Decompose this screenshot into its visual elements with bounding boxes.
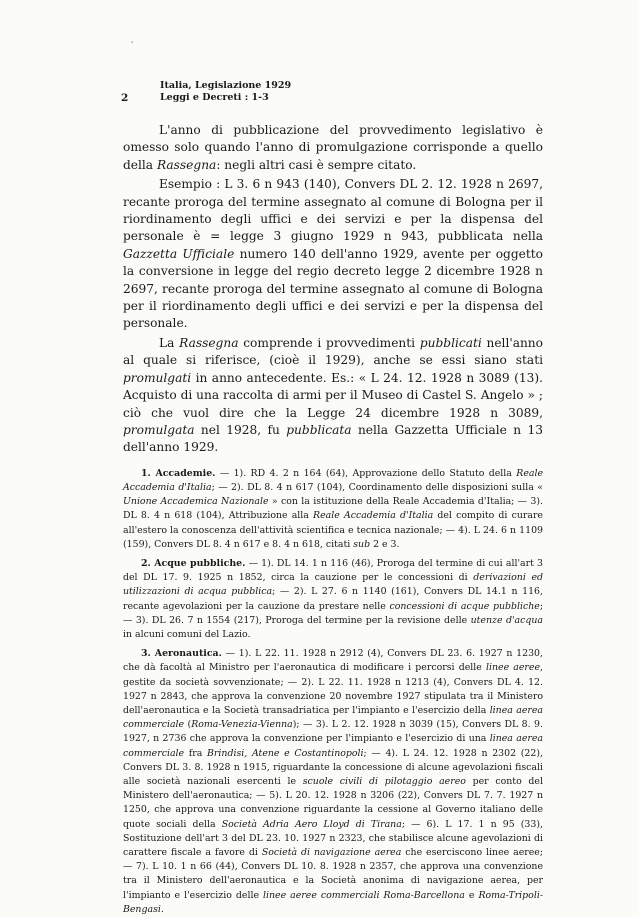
section-aeronautica: 3. Aeronautica. — 1). L 22. 11. 1928 n 2912 (4), Convers DL 23. 6. 1927 n 1230, che dà facoltà al Ministro per l'aeronautica di modificare i percorsi delle linee aeree, gestite da società sovvenzionate; — 2). L 22. 11. 1928 n 1213 (4), Convers DL 4. 12. 1927 n 2843, che approva la convenzione 20 novembre 1927 stipulata tra il Ministero dell'aeronautica e la Società transadriatica per l'impianto e l'esercizio della linea aerea commerciale (Roma-Venezia-Vienna); — 3). L 2. 12. 1928 n 3039 (15), Convers DL 8. 9. 1927, n 2736 che approva la convenzione per l'impianto e l'esercizio di una linea aerea commerciale fra Brindisi, Atene e Costantinopoli; — 4). L 24. 12. 1928 n 2302 (22), Convers DL 3. 8. 1928 n 1915, riguardante la concessione di alcune agevolazioni fiscali alle società nazionali esercenti le scuole civili di pilotaggio aereo per conto del Ministero dell'aeronautica; — 5). L 20. 12. 1928 n 3206 (22), Convers DL 7. 7. 1927 n 1250, che approva una convenzione riguardante la cessione al Governo italiano delle quote sociali della Società Adria Aero Lloyd di Tirana; — 6). L 17. 1 n 95 (33), Sostituzione dell'art 3 del DL 23. 10. 1927 n 2323, che stabilisce alcune agevolazioni di carattere fiscale a favore di Società di navigazione aerea che eserciscono linee aeree; — 7). L 10. 1 n 66 (44), Convers DL 10. 8. 1928 n 2357, che approva una convenzione tra il Ministero dell'aeronautica e la Società anonima di navigazione aerea, per l'impianto e l'esercizio delle linee aeree commerciali Roma-Barcellona e Roma-Tripoli-Bengasi. (123, 648, 544, 915)
section-heading: 1. Accademie. (141, 467, 216, 479)
running-header-title: Italia, Legislazione 1929 (160, 80, 292, 91)
page-number: 2 (121, 92, 129, 104)
intro-paragraph-1: L'anno di pubblicazione del provvedimento legislativo è omesso solo quando l'anno di promulgazione corrisponde a quello della Rassegna: negli altri casi è sempre citato. (123, 123, 543, 172)
section-accademie: 1. Accademie. — 1). RD 4. 2 n 164 (64), Approvazione dello Statuto della Reale Accademia d'Italia; — 2). DL 8. 4 n 617 (104), Coordinamento delle disposizioni sulla « Unione Accademica Nazionale » con la istituzione della Reale Accademia d'Italia; — 3). DL 8. 4 n 618 (104), Attribuzione alla Reale Accademia d'Italia del compito di curare all'estero la conoscenza dell'attività scientifica e tecnica nazionale; — 4). L 24. 6 n 1109 (159), Convers DL 8. 4 n 617 e 8. 4 n 618, citati sub 2 e 3. (123, 467, 544, 550)
intro-paragraph-2: Esempio : L 3. 6 n 943 (140), Convers DL 2. 12. 1928 n 2697, recante proroga del termine assegnato al comune di Bologna per il riordinamento degli uffici e dei servizi e per la dispensa del personale è = legge 3 giugno 1929 n 943, pubblicata nella Gazzetta Ufficiale numero 140 dell'anno 1929, avente per oggetto la conversione in legge del regio decreto legge 2 dicembre 1928 n 2697, recante proroga del termine assegnato al comune di Bologna per il riordinamento degli uffici e dei servizi e per la dispensa del personale. (123, 177, 543, 331)
intro-paragraph-3: La Rassegna comprende i provvedimenti pubblicati nell'anno al quale si riferisce, (cioè il 1929), anche se essi siano stati promulgati in anno antecedente. Es.: « L 24. 12. 1928 n 3089 (13). Acquisto di una raccolta di armi per il Museo di Castel S. Angelo » ; ciò che vuol dire che la Legge 24 dicembre 1928 n 3089, promulgata nel 1928, fu pubblicata nella Gazzetta Ufficiale n 13 dell'anno 1929. (123, 335, 543, 455)
running-header-subtitle: Leggi e Decreti : 1-3 (160, 92, 269, 103)
section-heading: 3. Aeronautica. (141, 648, 222, 660)
corner-mark: ' (131, 40, 134, 49)
page-body (123, 122, 543, 917)
section-acque-pubbliche: 2. Acque pubbliche. — 1). DL 14. 1 n 116 (46), Proroga del termine di cui all'art 3 del DL 17. 9. 1925 n 1852, circa la cauzione per le concessioni di derivazioni ed utilizzazioni di acqua pubblica; — 2). L 27. 6 n 1140 (161), Convers DL 14.1 n 116, recante agevolazioni per la cauzione da prestare nelle concessioni di acque pubbliche; — 3). DL 26. 7 n 1554 (217), Proroga del termine per la revisione delle utenze d'acqua in alcuni comuni del Lazio. (123, 557, 543, 640)
section-heading: 2. Acque pubbliche. (141, 557, 246, 569)
